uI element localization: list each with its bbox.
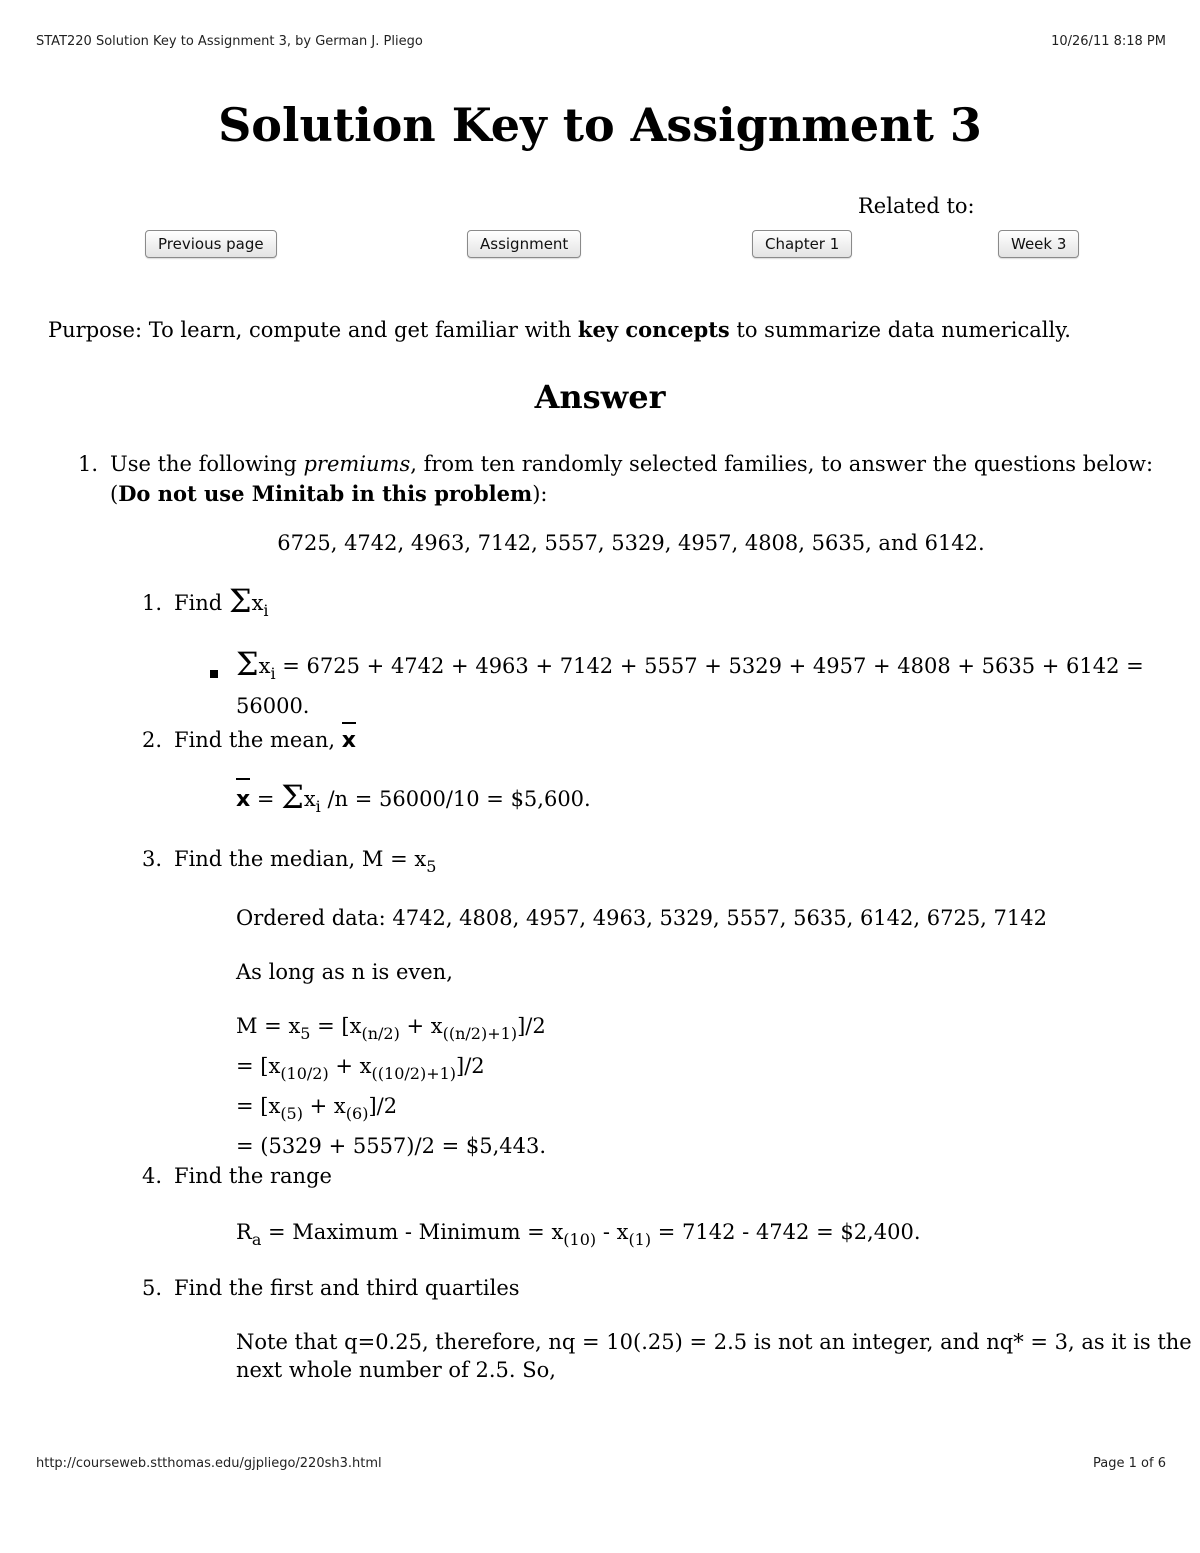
median-line-3 xyxy=(236,1090,546,1130)
q1-number: 1. xyxy=(142,591,163,615)
purpose-post: to summarize data numerically. xyxy=(729,318,1071,342)
median-l1b: = [x xyxy=(310,1014,362,1038)
range-mid: = Maximum - Minimum = x xyxy=(261,1220,564,1244)
median-line-4: = (5329 + 5557)/2 = $5,443. xyxy=(236,1134,547,1158)
range-tail: = 7142 - 4742 = $2,400. xyxy=(651,1220,921,1244)
xbar-symbol: x xyxy=(342,724,356,753)
q4-label: Find the range xyxy=(174,1164,332,1188)
median-l2-sub2: ((10/2)+1) xyxy=(371,1064,457,1083)
problem-text-c: ): xyxy=(532,482,548,506)
q1-answer xyxy=(236,645,1200,722)
median-derivation xyxy=(236,1010,546,1162)
median-l1d: ]/2 xyxy=(517,1014,546,1038)
q3-sub-5: 5 xyxy=(426,857,437,876)
print-footer-page: Page 1 of 6 xyxy=(1093,1456,1166,1471)
range-r: R xyxy=(236,1220,252,1244)
purpose-statement xyxy=(48,317,1071,342)
median-l2-sub: (10/2) xyxy=(280,1064,329,1083)
print-header-right: 10/26/11 8:18 PM xyxy=(1051,34,1166,49)
problem-1 xyxy=(78,450,1168,509)
q3-label: Find the median, M = x xyxy=(174,847,427,871)
q5-note-line-1: Note that q=0.25, therefore, nq = 10(.25) = 2.5 is not an integer, and nq* = 3, as it is the xyxy=(236,1330,1192,1354)
page-title: Solution Key to Assignment 3 xyxy=(218,98,982,152)
median-l3-sub2: (6) xyxy=(345,1104,369,1123)
q1-x: x xyxy=(251,591,264,615)
q5-number: 5. xyxy=(142,1276,163,1300)
q4-number: 4. xyxy=(142,1164,163,1188)
bullet-marker xyxy=(210,670,218,678)
q2-number: 2. xyxy=(142,728,163,752)
median-l1-sub: 5 xyxy=(300,1024,311,1043)
question-5 xyxy=(142,1276,520,1300)
print-header-left: STAT220 Solution Key to Assignment 3, by German J. Pliego xyxy=(36,34,423,49)
q2-x: x xyxy=(303,787,316,811)
median-line-1 xyxy=(236,1010,546,1050)
range-minus: - x xyxy=(596,1220,629,1244)
q2-label: Find the mean, xyxy=(174,728,336,752)
sigma-symbol: Σ xyxy=(228,582,252,620)
purpose-key-concepts: key concepts xyxy=(577,317,730,342)
median-line-2 xyxy=(236,1050,546,1090)
q1-sum: = 6725 + 4742 + 4963 + 7142 + 5557 + 5329 + 4957 + 4808 + 5635 + 6142 = 56000. xyxy=(236,654,1144,718)
even-note: As long as n is even, xyxy=(236,960,453,984)
print-footer-url: http://courseweb.stthomas.edu/gjpliego/220sh3.html xyxy=(36,1456,382,1471)
q1-label: Find xyxy=(174,591,223,615)
q2-result: /n = 56000/10 = $5,600. xyxy=(327,787,591,811)
problem-text-b: , from ten randomly selected families, to answer the questions below: ( xyxy=(110,452,1154,506)
median-l1-sub2: (n/2) xyxy=(361,1024,400,1043)
range-sub-1: (1) xyxy=(628,1230,652,1249)
q1-sub-i: i xyxy=(263,601,269,620)
q1-ans-x: x xyxy=(258,654,271,678)
median-l3b: + x xyxy=(302,1094,346,1118)
question-1 xyxy=(142,582,269,620)
q1-ans-sub-i: i xyxy=(270,664,276,683)
xbar-symbol: x xyxy=(236,780,250,816)
chapter-button[interactable]: Chapter 1 xyxy=(752,230,852,258)
q4-answer xyxy=(236,1216,921,1256)
no-minitab-note: Do not use Minitab in this problem xyxy=(118,481,533,506)
q5-note xyxy=(236,1328,1192,1384)
question-4 xyxy=(142,1164,332,1188)
median-l3a: = [x xyxy=(236,1094,281,1118)
week-button[interactable]: Week 3 xyxy=(998,230,1079,258)
q2-sub-i: i xyxy=(315,797,321,816)
range-sub-a: a xyxy=(251,1230,262,1249)
ordered-data: Ordered data: 4742, 4808, 4957, 4963, 5329, 5557, 5635, 6142, 6725, 7142 xyxy=(236,906,1047,930)
problem-text xyxy=(110,450,1168,509)
median-l3c: ]/2 xyxy=(368,1094,398,1118)
related-label: Related to: xyxy=(858,194,975,218)
purpose-pre: Purpose: To learn, compute and get familiar with xyxy=(48,318,578,342)
problem-text-a: Use the following xyxy=(110,452,304,476)
q3-number: 3. xyxy=(142,847,163,871)
q2-answer xyxy=(236,780,591,823)
sigma-symbol: Σ xyxy=(281,778,304,816)
median-l2c: ]/2 xyxy=(456,1054,485,1078)
premium-data: 6725, 4742, 4963, 7142, 5557, 5329, 4957, 4808, 5635, and 6142. xyxy=(277,531,985,555)
q2-eq: = xyxy=(256,787,275,811)
median-l1c: + x xyxy=(399,1014,443,1038)
q5-label: Find the first and third quartiles xyxy=(174,1276,520,1300)
previous-page-button[interactable]: Previous page xyxy=(145,230,277,258)
median-l1a: M = x xyxy=(236,1014,301,1038)
sigma-symbol: Σ xyxy=(236,645,259,683)
median-l1-sub3: ((n/2)+1) xyxy=(442,1024,518,1043)
problem-number: 1. xyxy=(78,452,99,476)
median-l2b: + x xyxy=(328,1054,372,1078)
question-2 xyxy=(142,724,356,753)
answer-heading: Answer xyxy=(534,378,666,416)
premiums-term: premiums xyxy=(303,452,411,476)
q5-note-line-2: next whole number of 2.5. So, xyxy=(236,1358,556,1382)
range-sub-10: (10) xyxy=(563,1230,597,1249)
assignment-button[interactable]: Assignment xyxy=(467,230,581,258)
median-l3-sub: (5) xyxy=(280,1104,303,1123)
question-3 xyxy=(142,847,436,876)
median-l2a: = [x xyxy=(236,1054,281,1078)
